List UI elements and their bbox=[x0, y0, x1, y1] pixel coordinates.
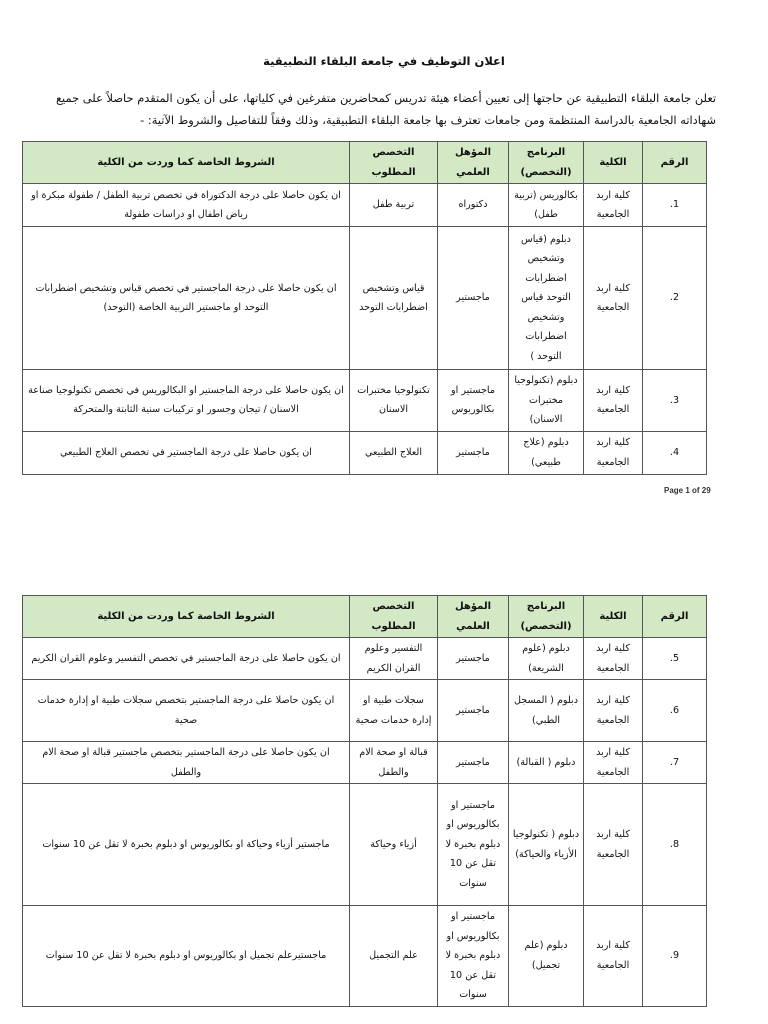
row-qualification: ماجستير bbox=[438, 227, 509, 370]
row-program: دبلوم ( المسجل الطبي) bbox=[509, 680, 584, 742]
row-qualification: ماجستير او بكالوريوس او دبلوم بخبرة لا تقل عن 10 سنوات bbox=[438, 906, 509, 1007]
row-qualification: ماجستير bbox=[438, 431, 509, 474]
row-program: دبلوم ( تكنولوجيا الأزياء والحياكة) bbox=[509, 784, 584, 906]
row-specialization: قياس وتشخيص اضطرابات التوحد bbox=[350, 227, 438, 370]
row-specialization: تكنولوجيا مختبرات الاسنان bbox=[350, 370, 438, 432]
document-title: اعلان التوظيف في جامعة البلقاء التطبيقية bbox=[263, 54, 505, 68]
row-program: دبلوم (قياس وتشخيص اضطرابات التوحد قياس وتشخيص اضطرابات التوحد ) bbox=[509, 227, 584, 370]
document-page-1 bbox=[0, 0, 768, 510]
row-college: كلية اربد الجامعية bbox=[584, 638, 643, 680]
row-college: كلية اربد الجامعية bbox=[584, 742, 643, 784]
row-num: .3 bbox=[643, 370, 707, 432]
table-header-row bbox=[23, 142, 707, 184]
row-conditions: ان يكون حاصلا على درجة الدكتوراة في تخصص تربية الطفل / طفولة مبكرة او رياض اطفال او دراسات طفولة bbox=[23, 184, 350, 227]
row-program: دبلوم (علاج طبيعي) bbox=[509, 431, 584, 474]
row-specialization: التفسير وعلوم القران الكريم bbox=[350, 638, 438, 680]
header-num: الرقم bbox=[643, 142, 707, 184]
row-qualification: ماجستير bbox=[438, 680, 509, 742]
table-row bbox=[23, 784, 707, 906]
table-row bbox=[23, 370, 707, 432]
header-specialization: التخصص المطلوب bbox=[350, 142, 438, 184]
table-row bbox=[23, 638, 707, 680]
row-specialization: علم التجميل bbox=[350, 906, 438, 1007]
row-program: دبلوم (تكنولوجيا مختبرات الاسنان) bbox=[509, 370, 584, 432]
row-conditions: ان يكون حاصلا على درجة الماجستير او البكالوريس في تخصص تكنولوجيا صناعة الاسنان / تيجان وجسور او تركيبات سنية الثابتة والمتحركة bbox=[23, 370, 350, 432]
row-qualification: دكتوراه bbox=[438, 184, 509, 227]
row-conditions: ان يكون حاصلا على درجة الماجستير في تخصص قياس وتشخيص اضطرابات التوحد او ماجستير التربية الخاصة (التوحد) bbox=[23, 227, 350, 370]
header-college: الكلية bbox=[584, 142, 643, 184]
row-college: كلية اربد الجامعية bbox=[584, 431, 643, 474]
row-program: دبلوم (علم تجميل) bbox=[509, 906, 584, 1007]
intro-line-2: شهاداته الجامعية بالدراسة المنتظمة ومن جامعات تعترف بها جامعة البلقاء التطبيقية، وذلك وفقاً للتفاصيل والشروط الآتية: - bbox=[140, 113, 716, 127]
row-specialization: العلاج الطبيعي bbox=[350, 431, 438, 474]
header-conditions: الشروط الخاصة كما وردت من الكلية bbox=[23, 596, 350, 638]
row-conditions: ان يكون حاصلا على درجة الماجستير بتخصص ماجستير قبالة او صحة الام والطفل bbox=[23, 742, 350, 784]
row-specialization: تربية طفل bbox=[350, 184, 438, 227]
row-program: دبلوم ( القبالة) bbox=[509, 742, 584, 784]
row-college: كلية اربد الجامعية bbox=[584, 784, 643, 906]
row-conditions: ماجستيرعلم تجميل او بكالوريوس او دبلوم بخبرة لا تقل عن 10 سنوات bbox=[23, 906, 350, 1007]
row-college: كلية اربد الجامعية bbox=[584, 370, 643, 432]
row-specialization: قبالة او صحة الام والطفل bbox=[350, 742, 438, 784]
row-num: .5 bbox=[643, 638, 707, 680]
intro-line-1: تعلن جامعة البلقاء التطبيقية عن حاجتها إلى تعيين أعضاء هيئة تدريس كمحاضرين متفرغين في كلياتها، على أن يكون المتقدم حاصلاً على جميع bbox=[56, 91, 716, 105]
table-header-row bbox=[23, 596, 707, 638]
header-qualification: المؤهل العلمي bbox=[438, 142, 509, 184]
header-num: الرقم bbox=[643, 596, 707, 638]
header-program: البرنامج (التخصص) bbox=[509, 142, 584, 184]
row-conditions: ان يكون حاصلا على درجة الماجستير في تخصص التفسير وعلوم القران الكريم bbox=[23, 638, 350, 680]
row-specialization: سجلات طبية او إدارة خدمات صحية bbox=[350, 680, 438, 742]
page-number: Page 1 of 29 bbox=[664, 486, 711, 495]
row-num: .8 bbox=[643, 784, 707, 906]
row-college: كلية اربد الجامعية bbox=[584, 680, 643, 742]
row-qualification: ماجستير او بكالوريوس او دبلوم بخبرة لا تقل عن 10 سنوات bbox=[438, 784, 509, 906]
row-college: كلية اربد الجامعية bbox=[584, 184, 643, 227]
row-program: بكالوريس (تربية طفل) bbox=[509, 184, 584, 227]
row-program: دبلوم (علوم الشريعة) bbox=[509, 638, 584, 680]
header-qualification: المؤهل العلمي bbox=[438, 596, 509, 638]
row-qualification: ماجستير bbox=[438, 742, 509, 784]
jobs-table-page-2 bbox=[22, 595, 707, 1007]
header-program: البرنامج (التخصص) bbox=[509, 596, 584, 638]
table-row bbox=[23, 431, 707, 474]
jobs-table-page-1 bbox=[22, 141, 707, 475]
header-specialization: التخصص المطلوب bbox=[350, 596, 438, 638]
row-num: .7 bbox=[643, 742, 707, 784]
table-row bbox=[23, 227, 707, 370]
row-num: .2 bbox=[643, 227, 707, 370]
table-row bbox=[23, 906, 707, 1007]
row-qualification: ماجستير او بكالوريوس bbox=[438, 370, 509, 432]
row-num: .6 bbox=[643, 680, 707, 742]
header-college: الكلية bbox=[584, 596, 643, 638]
row-college: كلية اربد الجامعية bbox=[584, 227, 643, 370]
row-conditions: ان يكون حاصلا على درجة الماجستير في تخصص العلاج الطبيعي bbox=[23, 431, 350, 474]
row-num: .4 bbox=[643, 431, 707, 474]
table-row bbox=[23, 184, 707, 227]
row-conditions: ان يكون حاصلا على درجة الماجستير بتخصص سجلات طبية او إدارة خدمات صحية bbox=[23, 680, 350, 742]
row-qualification: ماجستير bbox=[438, 638, 509, 680]
row-college: كلية اربد الجامعية bbox=[584, 906, 643, 1007]
table-row bbox=[23, 680, 707, 742]
row-conditions: ماجستير أزياء وحياكة او بكالوريوس او دبلوم بخبرة لا تقل عن 10 سنوات bbox=[23, 784, 350, 906]
header-conditions: الشروط الخاصة كما وردت من الكلية bbox=[23, 142, 350, 184]
row-num: .1 bbox=[643, 184, 707, 227]
table-row bbox=[23, 742, 707, 784]
row-num: .9 bbox=[643, 906, 707, 1007]
row-specialization: أزياء وحياكة bbox=[350, 784, 438, 906]
